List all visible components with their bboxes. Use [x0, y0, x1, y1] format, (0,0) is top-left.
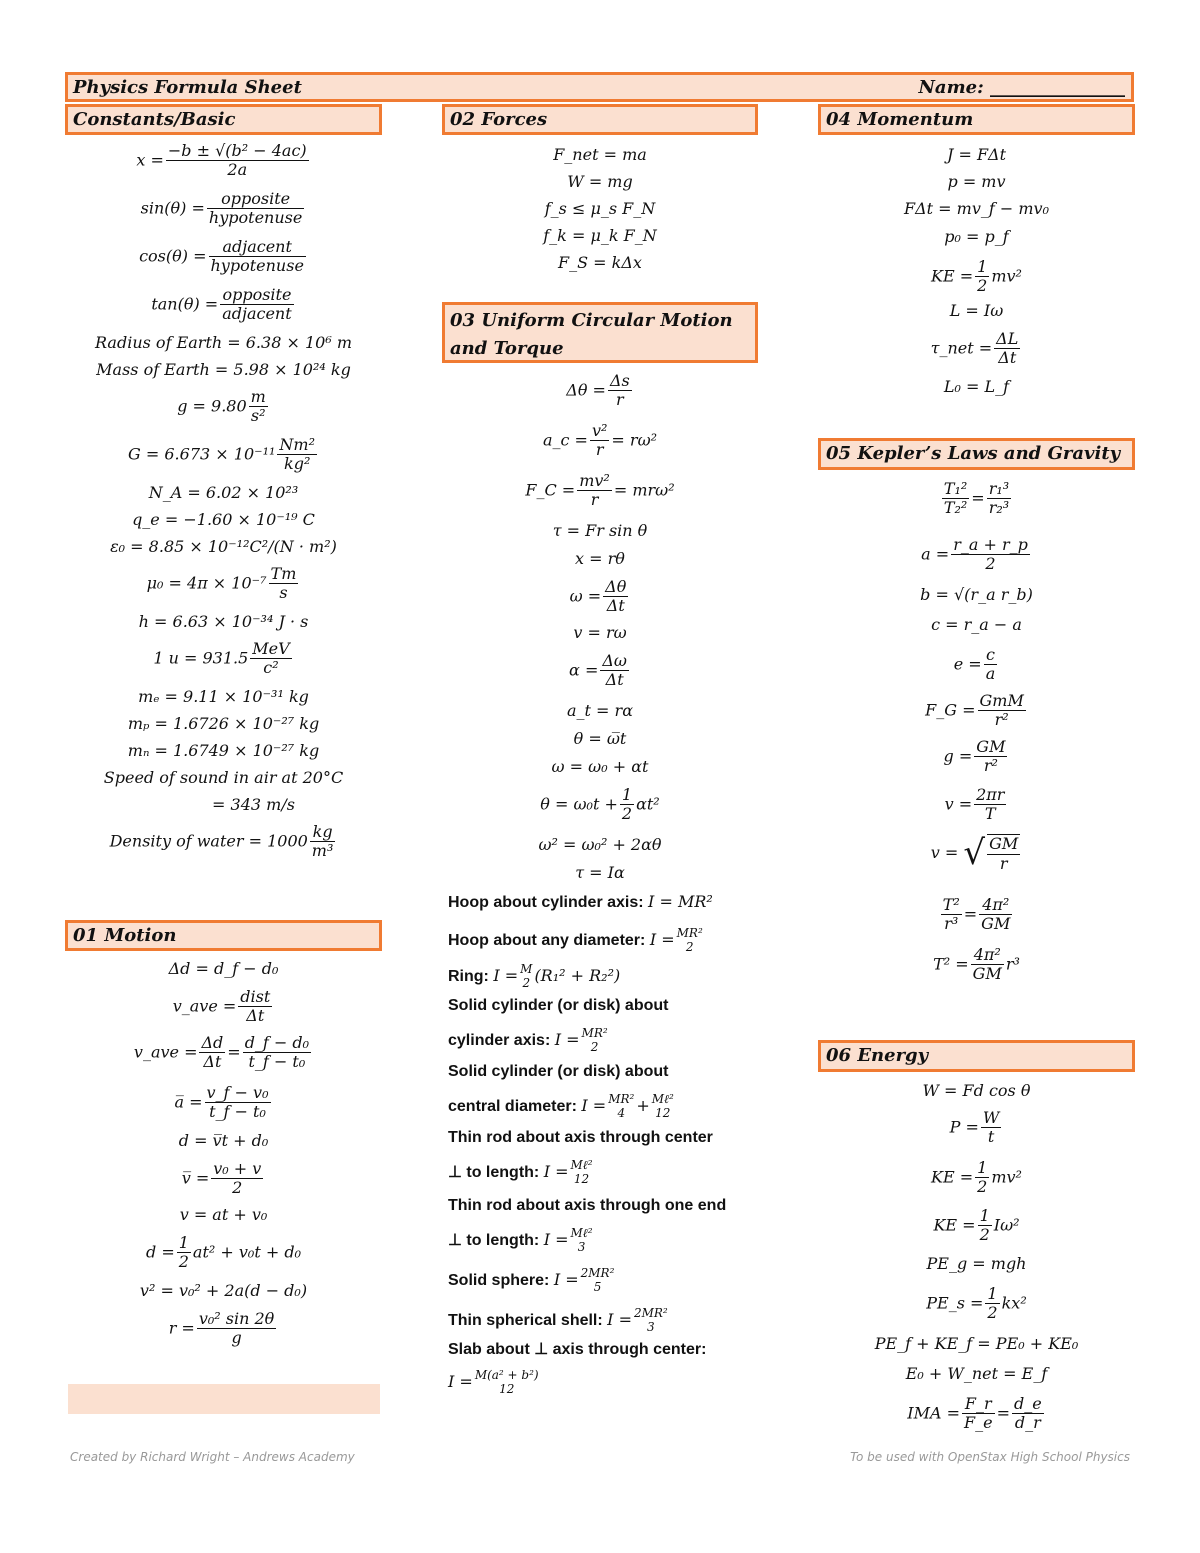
- permeability: μ₀ = 4π × 10⁻⁷ $\frac{Tm}{s}$: [146, 564, 297, 603]
- title-bar: [65, 72, 1134, 102]
- tangential-acceleration: a_t = rα: [567, 701, 633, 720]
- weight: W = mg: [567, 172, 633, 191]
- kinetic-energy-linear: KE = $\frac{1}{2}$ mv²: [931, 1158, 1022, 1197]
- net-torque: τ_net = $\frac{\Delta L}{\Delta t}$: [930, 329, 1019, 368]
- electron-charge: q_e = −1.60 × 10⁻¹⁹ C: [132, 510, 315, 529]
- momentum: p = mv: [947, 172, 1006, 191]
- hoop-axis: Hoop about cylinder axis: I = MR²: [448, 892, 713, 911]
- angle-arc: Δθ = $\frac{\Delta s}{r}$: [566, 371, 630, 410]
- ideal-mechanical-advantage: IMA = $\frac{F\_r}{F\_e}$ = $\frac{d\_e}{d\_r}$: [907, 1394, 1042, 1433]
- page-title: Physics Formula Sheet: [73, 77, 302, 98]
- motion-formulas: [65, 960, 382, 1358]
- neutron-mass: mₙ = 1.6749 × 10⁻²⁷ kg: [127, 741, 320, 760]
- orbital-speed-period: v = $\frac{2\pi r}{T}$: [944, 785, 1005, 824]
- velocity-time: v = at + v₀: [179, 1205, 268, 1224]
- density-water: Density of water = 1000 $\frac{kg}{\text{m³}}$: [109, 822, 334, 861]
- rod-end-label: Thin rod about axis through one end: [448, 1197, 727, 1214]
- work: W = Fd cos θ: [922, 1081, 1031, 1100]
- position-avg-velocity: d = v̅t + d₀: [178, 1131, 269, 1150]
- semi-major-axis: a = $\frac{r\_a + r\_p}{2}$: [921, 535, 1028, 574]
- work-energy: E₀ + W_net = E_f: [905, 1364, 1048, 1383]
- torque-inertia: τ = Iα: [575, 863, 625, 882]
- momentum-conservation: p₀ = p_f: [944, 227, 1009, 246]
- hoop-diameter: Hoop about any diameter: I = MR² 2: [448, 926, 703, 954]
- angular-velocity-time: ω = ω₀ + αt: [551, 757, 649, 776]
- slab: I = M(a² + b²) 12: [448, 1368, 539, 1396]
- angular-velocity: ω = $\frac{\Delta\theta}{\Delta t}$: [569, 577, 627, 616]
- ring: Ring: I = M 2 (R₁² + R₂²): [448, 962, 621, 990]
- atomic-mass-unit: 1 u = 931.5 MeV c²: [153, 639, 290, 678]
- angular-momentum-conservation: L₀ = L_f: [943, 377, 1010, 396]
- cosine-formula: cos(θ) = adjacent hypotenuse: [139, 237, 304, 276]
- empty-shaded-box: [68, 1384, 380, 1414]
- impulse: J = FΔt: [946, 145, 1007, 164]
- spring-force: F_S = kΔx: [558, 253, 642, 272]
- centripetal-force: F_C = $\frac{\text{mv²}}{r}$ = mrω²: [525, 471, 675, 510]
- eccentricity: e = $\frac{c}{a}$: [953, 645, 996, 684]
- kepler-third-ratio: $\frac{\text{T₁²}}{\text{T₂²}}$ = $\frac{\text{r₁³}}{\text{r₂³}}$: [943, 479, 1010, 518]
- rod-end: ⊥ to length: I = Mℓ² 3: [448, 1226, 593, 1254]
- name-field-label: Name: _______________: [918, 77, 1125, 98]
- solid-cylinder-axis-label: Solid cylinder (or disk) about: [448, 997, 669, 1014]
- mean-velocity: v̅ = $\frac{\text{v₀ + v}}{2}$: [181, 1159, 262, 1198]
- mass-earth: Mass of Earth = 5.98 × 10²⁴ kg: [96, 360, 351, 379]
- impulse-momentum: FΔt = mv_f − mv₀: [904, 199, 1049, 218]
- net-force: F_net = ma: [553, 145, 647, 164]
- proton-mass: mₚ = 1.6726 × 10⁻²⁷ kg: [127, 714, 320, 733]
- gravity-constant-g: g = 9.80 $\frac{m}{\text{s²}}$: [177, 387, 266, 426]
- kepler-third-law: $\frac{\text{T²}}{\text{r³}}$ = $\frac{\text{4π²}}{GM}$: [942, 895, 1011, 934]
- electron-mass: mₑ = 9.11 × 10⁻³¹ kg: [138, 687, 309, 706]
- momentum-formulas: [818, 146, 1135, 406]
- arc-length: x = rθ: [575, 549, 625, 568]
- moments-of-inertia: [448, 893, 758, 1403]
- tangential-velocity: v = rω: [573, 623, 627, 642]
- kinetic-energy: KE = $\frac{1}{2}$ mv²: [931, 257, 1022, 296]
- solid-cylinder-diameter-label: Solid cylinder (or disk) about: [448, 1063, 669, 1080]
- spherical-shell: Thin spherical shell: I = 2MR² 3: [448, 1306, 668, 1334]
- range-formula: r = $\frac{\text{v₀² sin 2θ}}{g}$: [168, 1309, 275, 1348]
- angle-time: θ = ω₀t + $\frac{1}{2}$ αt²: [540, 785, 660, 824]
- footer-credit: Created by Richard Wright – Andrews Academy: [70, 1450, 355, 1464]
- footer-openstax: To be used with OpenStax High School Physics: [850, 1450, 1130, 1464]
- displacement: Δd = d_f − d₀: [168, 959, 279, 978]
- velocity-squared: v² = v₀² + 2a(d − d₀): [139, 1281, 308, 1300]
- speed-of-sound-value: = 343 m/s: [212, 795, 295, 814]
- solid-cylinder-axis: cylinder axis: I = MR² 2: [448, 1026, 608, 1054]
- planck: h = 6.63 × 10⁻³⁴ J · s: [138, 612, 309, 631]
- solid-sphere: Solid sphere: I = 2MR² 5: [448, 1266, 615, 1294]
- section-header-motion: 01 Motion: [65, 920, 382, 951]
- kinetic-friction: f_k = μ_k F_N: [543, 226, 657, 245]
- section-header-forces: 02 Forces: [442, 104, 758, 135]
- sine-formula: sin(θ) = opposite hypotenuse: [140, 189, 303, 228]
- energy-conservation: PE_f + KE_f = PE₀ + KE₀: [874, 1334, 1079, 1353]
- period-squared: T² = $\frac{\text{4π²}}{GM}$ r³: [933, 945, 1020, 984]
- solid-cylinder-diameter: central diameter: I = MR² 4 + Mℓ² 12: [448, 1092, 674, 1120]
- static-friction: f_s ≤ μ_s F_N: [544, 199, 656, 218]
- angular-velocity-squared: ω² = ω₀² + 2αθ: [538, 835, 662, 854]
- section-header-circular: 03 Uniform Circular Motion and Torque: [442, 302, 758, 363]
- permittivity: ε₀ = 8.85 × 10⁻¹²C²/(N · m²): [110, 537, 337, 556]
- avogadro: N_A = 6.02 × 10²³: [148, 483, 299, 502]
- gravitational-force: F_G = GmM r²: [925, 691, 1024, 730]
- torque: τ = Fr sin θ: [552, 521, 648, 540]
- orbital-speed: v = √ $\frac{GM}{r}$: [930, 833, 1019, 873]
- centripetal-acceleration: a_c = $\frac{\text{v²}}{r}$ = rω²: [542, 421, 658, 460]
- gravitational-potential: PE_g = mgh: [926, 1254, 1027, 1273]
- circular-formulas: [442, 372, 758, 892]
- section-header-energy: 06 Energy: [818, 1040, 1135, 1072]
- section-header-constants: Constants/Basic: [65, 104, 382, 135]
- kinetic-energy-rotational: KE = $\frac{1}{2}$ Iω²: [933, 1206, 1020, 1245]
- quadratic-formula: x = $\frac{\text{−b ± √(b² − 4ac)}}{2a}$: [136, 141, 307, 180]
- tangent-formula: tan(θ) = opposite adjacent: [151, 285, 292, 324]
- constants-formulas: [65, 142, 382, 871]
- section-header-kepler: 05 Kepler’s Laws and Gravity: [818, 438, 1135, 470]
- angular-momentum: L = Iω: [949, 301, 1004, 320]
- spring-potential: PE_s = $\frac{1}{2}$ kx²: [926, 1284, 1027, 1323]
- semi-minor-axis: b = √(r_a r_b): [920, 585, 1033, 604]
- average-velocity: v_ave = $\frac{\Delta d}{\Delta t}$ = $\frac{\text{d\_f − d₀}}{\text{t\_f − t₀}}$: [133, 1033, 310, 1072]
- position-time: d = $\frac{1}{2}$ at² + v₀t + d₀: [146, 1233, 301, 1272]
- power: P = $\frac{W}{t}$: [949, 1108, 1000, 1147]
- gravitational-field: g = $\frac{GM}{\text{r²}}$: [943, 737, 1006, 776]
- focal-distance: c = r_a − a: [931, 615, 1022, 634]
- radius-earth: Radius of Earth = 6.38 × 10⁶ m: [95, 333, 352, 352]
- kepler-formulas: [818, 480, 1135, 994]
- angular-acceleration: α = $\frac{\Delta\omega}{\Delta t}$: [569, 651, 627, 690]
- speed-of-sound-label: Speed of sound in air at 20°C: [103, 768, 344, 787]
- forces-formulas: [442, 146, 758, 281]
- energy-formulas: [818, 1082, 1135, 1445]
- rod-center: ⊥ to length: I = Mℓ² 12: [448, 1158, 593, 1186]
- average-acceleration: a̅ = $\frac{\text{v\_f − v₀}}{\text{t\_f − t₀}}$: [174, 1083, 269, 1122]
- slab-label: Slab about ⊥ axis through center:: [448, 1341, 707, 1358]
- angle-avg: θ = ω̅t: [573, 729, 627, 748]
- section-header-momentum: 04 Momentum: [818, 104, 1135, 135]
- gravitational-constant: G = 6.673 × 10⁻¹¹ $\frac{\text{Nm²}}{\text{kg²}}$: [128, 435, 315, 474]
- average-speed: v_ave = dist Δt: [172, 987, 271, 1026]
- rod-center-label: Thin rod about axis through center: [448, 1129, 713, 1146]
